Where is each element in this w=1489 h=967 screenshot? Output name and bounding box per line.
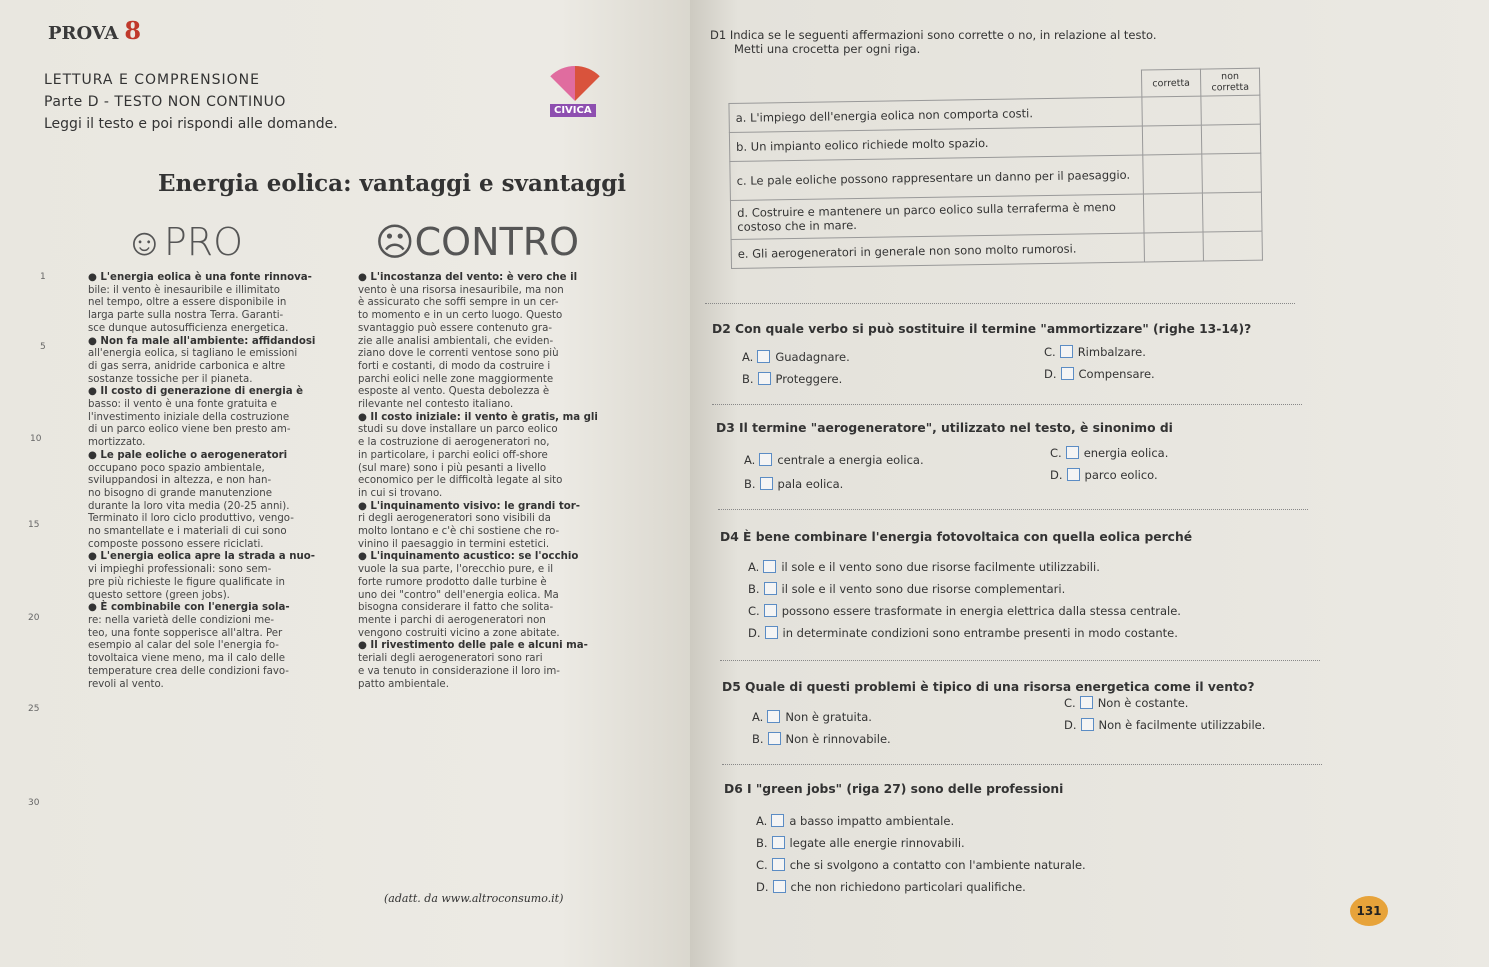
contro-column (358, 272, 628, 691)
text-line: parchi eolici nelle zone maggiormente (358, 373, 554, 385)
text-line: è assicurato che soffi sempre in un cer- (358, 297, 559, 309)
text-line: l'investimento iniziale della costruzione (88, 411, 290, 423)
text-line: esempio al calar del sole l'energia fo- (88, 640, 279, 652)
part-heading: Parte D - TESTO NON CONTINUO (44, 94, 286, 110)
cell-non-corretta[interactable] (1202, 192, 1262, 232)
text-line: ● L'energia eolica apre la strada a nuo- (88, 551, 315, 563)
d6-option-c[interactable]: C. che si svolgono a contatto con l'ambiente naturale. (756, 858, 1086, 872)
pro-column (88, 272, 346, 691)
text-line: teo, una fonte sopperisce all'altra. Per (88, 627, 283, 639)
d4-option-d[interactable]: D. in determinate condizioni sono entrambe presenti in modo costante. (748, 626, 1178, 640)
text-line: in cui si trovano. (358, 487, 443, 499)
text-line: ● L'inquinamento visivo: le grandi tor- (358, 500, 580, 512)
source-credit: (adatt. da www.altroconsumo.it) (384, 892, 564, 905)
checkbox[interactable] (1066, 446, 1079, 459)
test-label: PROVA 8 (48, 16, 142, 45)
page-title: Energia eolica: vantaggi e svantaggi (158, 170, 627, 197)
text-line: uno dei "contro" dell'energia eolica. Ma (358, 589, 559, 601)
d6-question: D6 I "green jobs" (riga 27) sono delle professioni (724, 782, 1064, 796)
cell-non-corretta[interactable] (1202, 153, 1262, 193)
checkbox[interactable] (1080, 696, 1093, 709)
line-number: 25 (28, 704, 40, 714)
d4-option-a[interactable]: A. il sole e il vento sono due risorse facilmente utilizzabili. (748, 560, 1100, 574)
smile-icon: ☺ (125, 220, 164, 264)
table-row: a. L'impiego dell'energia eolica non comporta costi. (729, 95, 1260, 132)
d4-option-b[interactable]: B. il sole e il vento sono due risorse complementari. (748, 582, 1066, 596)
text-line: forte rumore prodotto dalle turbine è (358, 576, 547, 588)
checkbox[interactable] (758, 372, 771, 385)
col-corretta: corretta (1141, 69, 1200, 97)
checkbox[interactable] (759, 453, 772, 466)
text-line: di gas serra, anidride carbonica e altre (88, 360, 286, 372)
text-line: Terminato il loro ciclo produttivo, vengo- (88, 513, 294, 525)
text-line: molto lontano e c'è chi sostiene che ro- (358, 526, 560, 538)
d5-option-b[interactable]: B. Non è rinnovabile. (752, 732, 891, 746)
checkbox[interactable] (1061, 367, 1074, 380)
text-line: patto ambientale. (358, 678, 449, 690)
d4-option-c[interactable]: C. possono essere trasformate in energia elettrica dalla stessa centrale. (748, 604, 1181, 618)
d6-option-a[interactable]: A. a basso impatto ambientale. (756, 814, 955, 828)
d5-option-d[interactable]: D. Non è facilmente utilizzabile. (1064, 718, 1266, 732)
table-row: b. Un impianto eolico richiede molto spazio. (729, 124, 1260, 161)
text-line: ● L'energia eolica è una fonte rinnova- (88, 272, 312, 283)
civica-badge: CIVICA (550, 104, 596, 117)
text-line: ● L'incostanza del vento: è vero che il (358, 272, 578, 283)
line-number: 10 (30, 434, 42, 444)
text-line: ● Non fa male all'ambiente: affidandosi (88, 335, 316, 347)
frown-icon: ☹ (375, 220, 415, 264)
text-line: occupano poco spazio ambientale, (88, 462, 265, 474)
text-line: bile: il vento è inesauribile e illimitato (88, 284, 280, 296)
text-line: pre più richieste le figure qualificate in (88, 576, 285, 588)
table-row: c. Le pale eoliche possono rappresentare un danno per il paesaggio. (730, 153, 1262, 200)
d3-option-b[interactable]: B. pala eolica. (744, 477, 844, 491)
line-number: 1 (40, 272, 46, 282)
text-line: revoli al vento. (88, 678, 164, 690)
instruction: Leggi il testo e poi rispondi alle domande. (44, 116, 338, 132)
checkbox[interactable] (764, 582, 777, 595)
cell-corretta[interactable] (1142, 125, 1201, 155)
text-line: bisogna considerare il fatto che solita- (358, 602, 554, 614)
d5-question: D5 Quale di questi problemi è tipico di una risorsa energetica come il vento? (722, 680, 1255, 694)
cell-non-corretta[interactable] (1201, 124, 1260, 154)
text-line: mente i parchi di aerogeneratori non (358, 614, 546, 626)
line-number: 30 (28, 798, 40, 808)
checkbox[interactable] (767, 710, 780, 723)
d5-option-a[interactable]: A. Non è gratuita. (752, 710, 872, 724)
text-line: nel tempo, oltre a essere disponibile in (88, 297, 287, 309)
cell-corretta[interactable] (1142, 96, 1201, 126)
checkbox[interactable] (1067, 468, 1080, 481)
checkbox[interactable] (760, 477, 773, 490)
line-number: 20 (28, 613, 40, 623)
text-line: ● Il rivestimento delle pale e alcuni ma- (358, 640, 588, 652)
checkbox[interactable] (773, 880, 786, 893)
text-line: sostanze tossiche per il pianeta. (88, 373, 253, 385)
text-line: in particolare, i parchi eolici off-shore (358, 449, 548, 461)
checkbox[interactable] (771, 814, 784, 827)
table-row: d. Costruire e mantenere un parco eolico sulla terraferma è meno costoso che in mare. (730, 192, 1262, 239)
pro-heading: ☺PRO (125, 220, 244, 264)
d5-option-c[interactable]: C. Non è costante. (1064, 696, 1189, 710)
text-line: vi impieghi professionali: sono sem- (88, 564, 272, 576)
text-line: forti e costanti, di modo da costruire i (358, 360, 551, 372)
text-line: esposte al vento. Questa debolezza è (358, 386, 550, 398)
text-line: vento è una risorsa inesauribile, ma non (358, 284, 564, 296)
text-line: ● È combinabile con l'energia sola- (88, 602, 290, 614)
text-line: vengono costruiti vicino a zone abitate. (358, 627, 560, 639)
text-line: composte possono essere riciclati. (88, 538, 264, 550)
text-line: all'energia eolica, si tagliano le emissioni (88, 348, 298, 360)
text-line: svantaggio può essere contenuto gra- (358, 322, 553, 334)
checkbox[interactable] (1081, 718, 1094, 731)
text-line: tovoltaica viene meno, ma il calo delle (88, 653, 286, 665)
test-number: 8 (124, 16, 142, 45)
text-line: vinino il paesaggio in termini estetici. (358, 538, 550, 550)
line-number: 15 (28, 520, 40, 530)
text-line: sce dunque autosufficienza energetica. (88, 322, 289, 334)
text-line: re: nella varietà delle condizioni me- (88, 614, 275, 626)
d2-option-d[interactable]: D. Compensare. (1044, 367, 1155, 381)
text-line: ri degli aerogeneratori sono visibili da (358, 513, 551, 525)
d6-option-b[interactable]: B. legate alle energie rinnovabili. (756, 836, 965, 850)
cell-corretta[interactable] (1143, 154, 1203, 194)
d1-instruction: D1 Indica se le seguenti affermazioni sono corrette o no, in relazione al testo. Metti una crocetta per ogni riga. (710, 28, 1157, 56)
page-number: 131 (1350, 896, 1388, 926)
d3-option-a[interactable]: A. centrale a energia eolica. (744, 453, 924, 467)
text-line: mortizzato. (88, 437, 146, 449)
checkbox[interactable] (1060, 345, 1073, 358)
text-line: e va tenuto in considerazione il loro im- (358, 665, 560, 677)
d1-table (728, 68, 1263, 269)
text-line: durante la loro vita media (20-25 anni). (88, 500, 290, 512)
checkbox[interactable] (763, 560, 776, 573)
text-line: (sul mare) sono i più pesanti a livello (358, 462, 547, 474)
text-line: e la costruzione di aerogeneratori no, (358, 437, 550, 449)
text-line: economico per le difficoltà legate al sito (358, 475, 563, 487)
text-line: basso: il vento è una fonte gratuita e (88, 399, 277, 411)
contro-heading: ☹CONTRO (375, 220, 580, 264)
d1-subinstruction: Metti una crocetta per ogni riga. (734, 42, 921, 56)
text-line: zie alle analisi ambientali, che eviden- (358, 335, 554, 347)
text-line: temperature crea delle condizioni favo- (88, 665, 289, 677)
table-row: e. Gli aerogeneratori in generale non sono molto rumorosi. (731, 231, 1262, 268)
cell-non-corretta[interactable] (1203, 231, 1262, 261)
text-line: to momento e in un certo luogo. Questo (358, 310, 563, 322)
cell-corretta[interactable] (1143, 193, 1203, 233)
text-line: teriali degli aerogeneratori sono rari (358, 653, 543, 665)
d2-question: D2 Con quale verbo si può sostituire il termine "ammortizzare" (righe 13-14)? (712, 322, 1252, 336)
educazione-civica-logo (540, 66, 610, 136)
text-line: no smantellate e i materiali di cui sono (88, 526, 287, 538)
text-line: ● Le pale eoliche o aerogeneratori (88, 449, 288, 461)
d2-option-b[interactable]: B. Proteggere. (742, 372, 843, 386)
text-line: studi su dove installare un parco eolico (358, 424, 558, 436)
checkbox[interactable] (768, 732, 781, 745)
d4-question: D4 È bene combinare l'energia fotovoltaica con quella eolica perché (720, 530, 1193, 544)
text-line: ● Il costo di generazione di energia è (88, 386, 304, 398)
checkbox[interactable] (764, 604, 777, 617)
text-line: sviluppandosi in altezza, e non han- (88, 475, 272, 487)
text-line: ● Il costo iniziale: il vento è gratis, ma gli (358, 411, 598, 423)
cell-corretta[interactable] (1144, 232, 1203, 262)
checkbox[interactable] (765, 626, 778, 639)
text-line: questo settore (green jobs). (88, 589, 230, 601)
line-number: 5 (40, 342, 46, 352)
d3-question: D3 Il termine "aerogeneratore", utilizzato nel testo, è sinonimo di (716, 421, 1173, 435)
text-line: ziano dove le correnti ventose sono più (358, 348, 559, 360)
left-page (0, 0, 700, 967)
d2-option-a[interactable]: A. Guadagnare. (742, 350, 850, 364)
text-line: larga parte sulla nostra Terra. Garanti- (88, 310, 284, 322)
text-line: rilevante nel contesto italiano. (358, 399, 514, 411)
cell-non-corretta[interactable] (1201, 95, 1260, 125)
text-line: vuole la sua parte, l'orecchio pure, e il (358, 564, 554, 576)
d6-option-d[interactable]: D. che non richiedono particolari qualifiche. (756, 880, 1026, 894)
checkbox[interactable] (772, 836, 785, 849)
d3-option-d[interactable]: D. parco eolico. (1050, 468, 1158, 482)
col-non-corretta: non corretta (1200, 68, 1259, 96)
d3-option-c[interactable]: C. energia eolica. (1050, 446, 1169, 460)
section-heading: LETTURA E COMPRENSIONE (44, 72, 260, 88)
text-line: di un parco eolico viene ben presto am- (88, 424, 291, 436)
d2-option-c[interactable]: C. Rimbalzare. (1044, 345, 1146, 359)
checkbox[interactable] (757, 350, 770, 363)
text-line: ● L'inquinamento acustico: se l'occhio (358, 551, 579, 563)
text-line: no bisogno di grande manutenzione (88, 487, 272, 499)
checkbox[interactable] (772, 858, 785, 871)
